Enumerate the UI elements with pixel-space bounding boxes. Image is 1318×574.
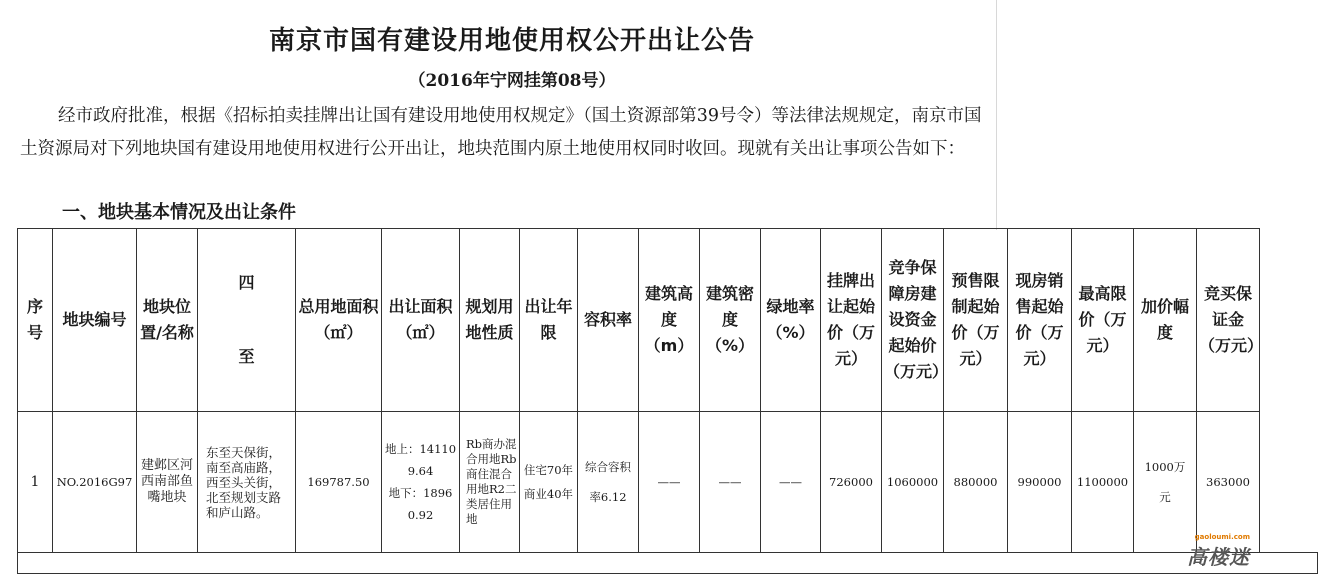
header-bounds-bottom: 至 (238, 347, 255, 366)
header-bounds (198, 229, 296, 412)
watermark-site: gaoloumi.com (1194, 533, 1250, 541)
cell-max-price: 1100000 (1072, 412, 1134, 553)
header-height: 建筑高度（m） (639, 229, 700, 412)
header-far: 容积率 (578, 229, 639, 412)
cell-seq: 1 (18, 412, 53, 553)
cell-bounds: 东至天保街，南至高庙路，西至头关街，北至规划支路和庐山路。 (198, 412, 296, 553)
cell-location: 建邺区河西南部鱼嘴地块 (137, 412, 198, 553)
watermark-logo (1187, 533, 1250, 570)
header-green: 绿地率（%） (761, 229, 821, 412)
header-sale-area: 出让面积（㎡） (382, 229, 460, 412)
header-max-price: 最高限价（万元） (1072, 229, 1134, 412)
header-housing-fund: 竞争保障房建设资金起始价（万元） (882, 229, 944, 412)
cell-term-residential: 住宅70年 (523, 463, 574, 477)
table-header-row (18, 229, 1318, 412)
header-use: 规划用地性质 (460, 229, 520, 412)
document-number: （2016年宁网挂第08号） (408, 71, 616, 91)
parcel-table (17, 228, 1318, 574)
header-increment: 加价幅度 (1134, 229, 1197, 412)
cell-total-area: 169787.50 (296, 412, 382, 553)
header-start-price: 挂牌出让起始价（万元） (821, 229, 882, 412)
cell-far: 综合容积率6.12 (578, 412, 639, 553)
cell-presale-price: 880000 (944, 412, 1008, 553)
header-total-area: 总用地面积（㎡） (296, 229, 382, 412)
cell-code: NO.2016G97 (53, 412, 137, 553)
header-bounds-top: 四 (238, 273, 255, 292)
intro-paragraph: 经市政府批准，根据《招标拍卖挂牌出让国有建设用地使用权规定》（国土资源部第39号令）等法律法规规定，南京市国土资源局对下列地块国有建设用地使用权进行公开出让，地块范围内原土地使用权同时收回。现就有关出让事项公告如下： (20, 106, 982, 159)
table-row-empty (18, 553, 1318, 574)
cell-term (520, 412, 578, 553)
header-term: 出让年限 (520, 229, 578, 412)
section-heading: 一、地块基本情况及出让条件 (62, 202, 296, 223)
header-current-price: 现房销售起始价（万元） (1008, 229, 1072, 412)
cell-sale-area (382, 412, 460, 553)
page-title: 南京市国有建设用地使用权公开出让公告 (268, 26, 755, 56)
header-bounds-label (200, 270, 293, 370)
header-presale-price: 预售限制起始价（万元） (944, 229, 1008, 412)
cell-green: —— (761, 412, 821, 553)
cell-deposit: 363000 (1197, 412, 1260, 553)
cell-current-price: 990000 (1008, 412, 1072, 553)
header-location: 地块位置/名称 (137, 229, 198, 412)
cell-term-commercial: 商业40年 (523, 487, 574, 501)
cell-housing-fund: 1060000 (882, 412, 944, 553)
cell-start-price: 726000 (821, 412, 882, 553)
cell-use: Rb商办混合用地Rb商住混合用地R2二类居住用地 (460, 412, 520, 553)
empty-cell (18, 553, 1318, 574)
header-seq: 序号 (18, 229, 53, 412)
header-code: 地块编号 (53, 229, 137, 412)
header-density: 建筑密度（%） (700, 229, 761, 412)
table-row (18, 412, 1318, 553)
cell-density: —— (700, 412, 761, 553)
header-deposit: 竞买保证金（万元） (1197, 229, 1260, 412)
cell-height: —— (639, 412, 700, 553)
cell-sale-area-above: 地上：141109.64 (384, 442, 457, 478)
cell-increment: 1000万元 (1134, 412, 1197, 553)
watermark-text: 高楼迷 (1187, 545, 1250, 569)
cell-sale-area-below: 地下：18960.92 (388, 486, 453, 522)
